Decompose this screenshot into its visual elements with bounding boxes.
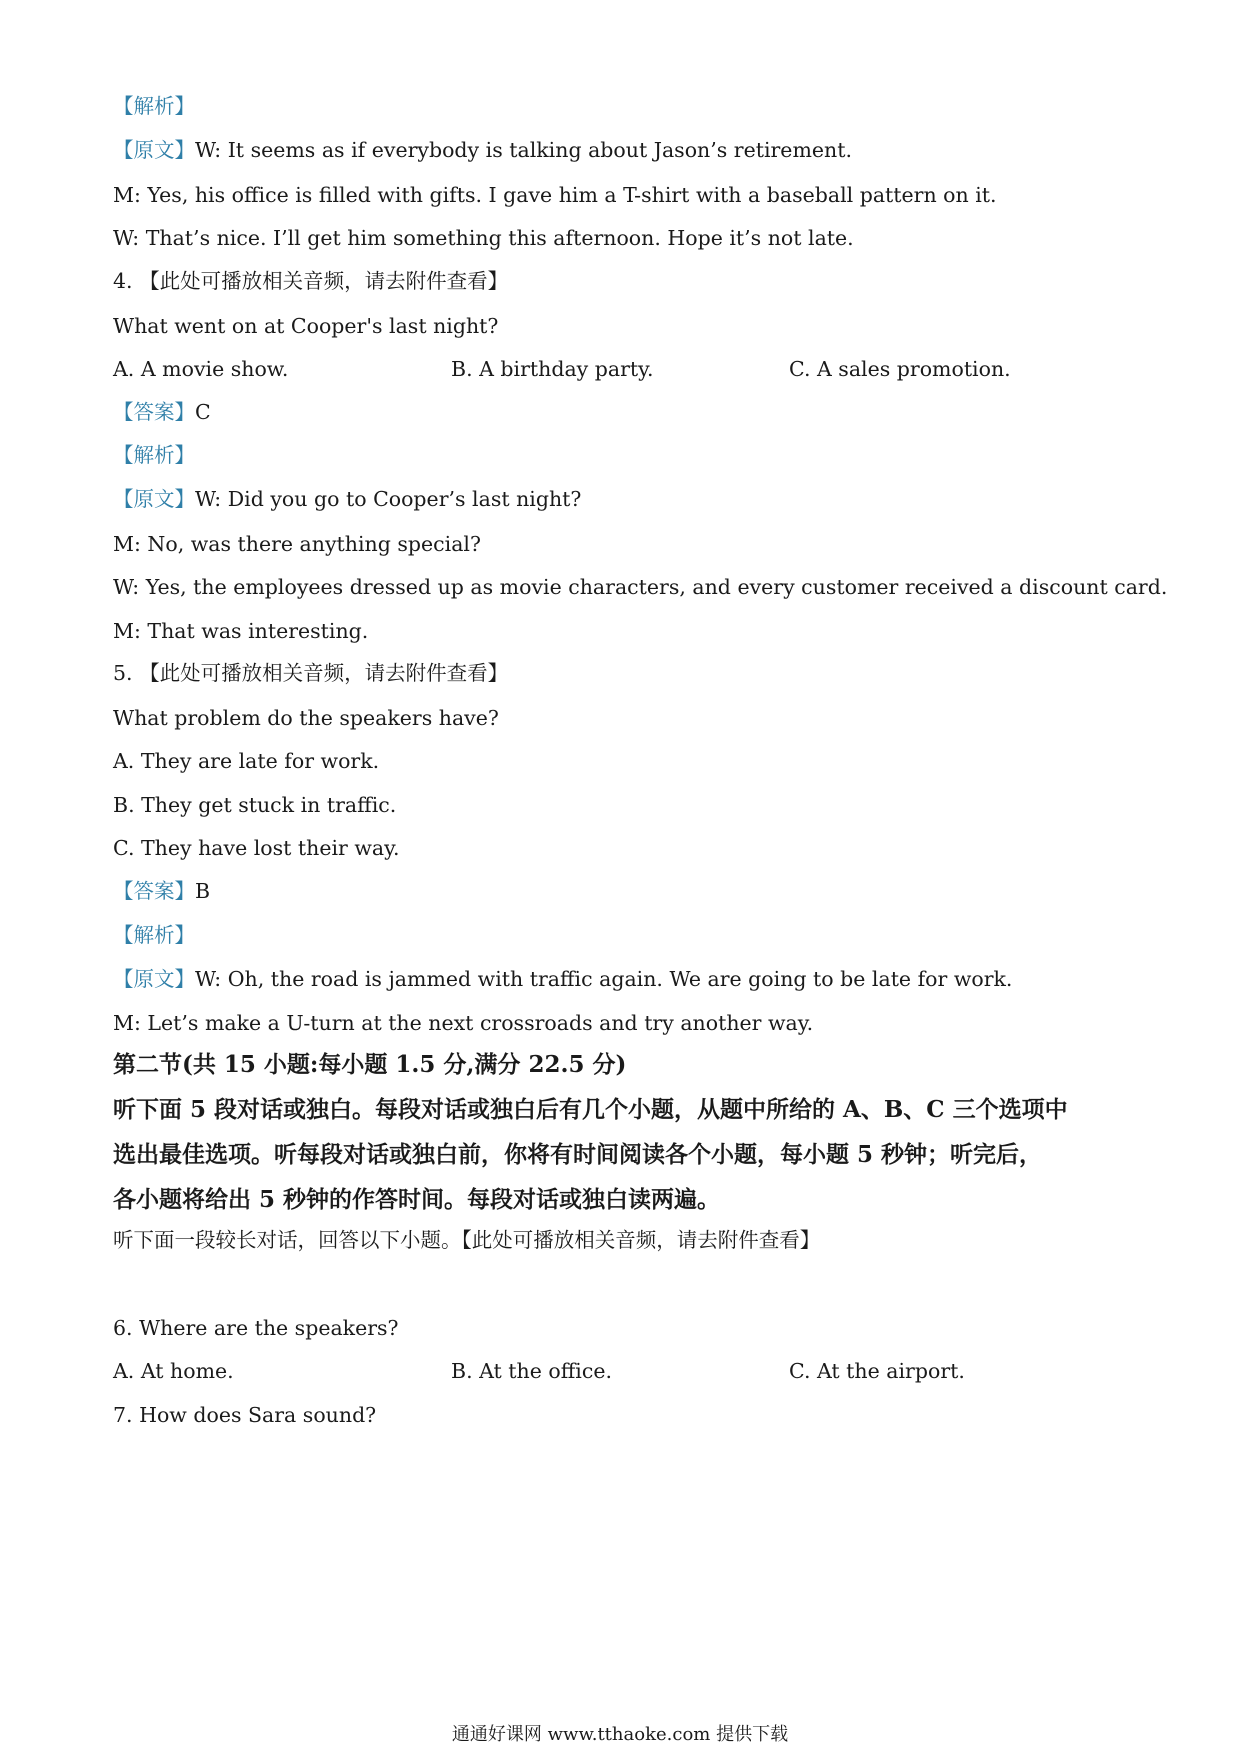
- option-b: B. They get stuck in traffic.: [113, 793, 397, 817]
- transcript-line: [113, 485, 581, 513]
- analysis-label: [113, 92, 195, 120]
- answer-tag: 【答案】: [113, 400, 195, 424]
- transcript-line: W: That’s nice. I’ll get him something this afternoon. Hope it’s not late.: [113, 226, 854, 250]
- option-c: C. At the airport.: [789, 1359, 965, 1383]
- option-a: A. A movie show.: [113, 357, 289, 381]
- transcript-tag: 【原文】: [113, 487, 195, 511]
- transcript-text: W: It seems as if everybody is talking about Jason’s retirement.: [195, 138, 852, 162]
- section-intro: 听下面一段较长对话，回答以下小题。【此处可播放相关音频，请去附件查看】: [113, 1228, 821, 1252]
- option-b: B. At the office.: [451, 1359, 612, 1383]
- question-6-options: [113, 1357, 1133, 1385]
- analysis-tag: 【解析】: [113, 94, 195, 118]
- transcript-line: M: No, was there anything special?: [113, 532, 481, 556]
- transcript-tag: 【原文】: [113, 138, 195, 162]
- page-footer: 通通好课网 www.tthaoke.com 提供下载: [451, 1724, 789, 1745]
- analysis-label: [113, 441, 195, 469]
- transcript-line: M: That was interesting.: [113, 619, 369, 643]
- answer-value: B: [195, 879, 211, 903]
- audio-note: 【此处可播放相关音频，请去附件查看】: [139, 661, 509, 685]
- question-6-text: 6. Where are the speakers?: [113, 1316, 399, 1340]
- option-b: B. A birthday party.: [451, 357, 654, 381]
- transcript-line: [113, 136, 852, 164]
- transcript-text: W: Oh, the road is jammed with traffic again. We are going to be late for work.: [195, 967, 1013, 991]
- section-instructions: 选出最佳选项。听每段对话或独白前，你将有时间阅读各个小题，每小题 5 秒钟；听完后，: [113, 1141, 1043, 1168]
- question-5-text: What problem do the speakers have?: [113, 706, 499, 730]
- transcript-line: M: Yes, his office is filled with gifts. I gave him a T-shirt with a baseball pattern on it.: [113, 183, 997, 207]
- question-5-answer: [113, 877, 210, 905]
- option-c: C. They have lost their way.: [113, 836, 400, 860]
- analysis-tag: 【解析】: [113, 923, 195, 947]
- question-4-text: What went on at Cooper's last night?: [113, 314, 499, 338]
- question-4-options: [113, 355, 1133, 383]
- analysis-label: [113, 921, 195, 949]
- transcript-line: [113, 965, 1012, 993]
- question-number: 4.: [113, 269, 133, 293]
- section-instructions: 听下面 5 段对话或独白。每段对话或独白后有几个小题，从题中所给的 A、B、C 三个选项中: [113, 1096, 1068, 1123]
- question-number: 5.: [113, 661, 133, 685]
- transcript-line: M: Let’s make a U-turn at the next crossroads and try another way.: [113, 1011, 814, 1035]
- question-5-header: [113, 659, 508, 687]
- audio-note: 【此处可播放相关音频，请去附件查看】: [139, 269, 509, 293]
- option-c: C. A sales promotion.: [789, 357, 1011, 381]
- option-a: A. They are late for work.: [113, 749, 380, 773]
- transcript-tag: 【原文】: [113, 967, 195, 991]
- section-title: 第二节(共 15 小题:每小题 1.5 分,满分 22.5 分): [113, 1051, 627, 1078]
- transcript-line: W: Yes, the employees dressed up as movie characters, and every customer received a discount card.: [113, 575, 1168, 599]
- answer-value: C: [195, 400, 211, 424]
- question-7-text: 7. How does Sara sound?: [113, 1403, 377, 1427]
- transcript-text: W: Did you go to Cooper’s last night?: [195, 487, 582, 511]
- question-4-answer: [113, 398, 211, 426]
- section-instructions: 各小题将给出 5 秒钟的作答时间。每段对话或独白读两遍。: [113, 1186, 721, 1213]
- answer-tag: 【答案】: [113, 879, 195, 903]
- question-4-header: [113, 267, 508, 295]
- analysis-tag: 【解析】: [113, 443, 195, 467]
- option-a: A. At home.: [113, 1359, 234, 1383]
